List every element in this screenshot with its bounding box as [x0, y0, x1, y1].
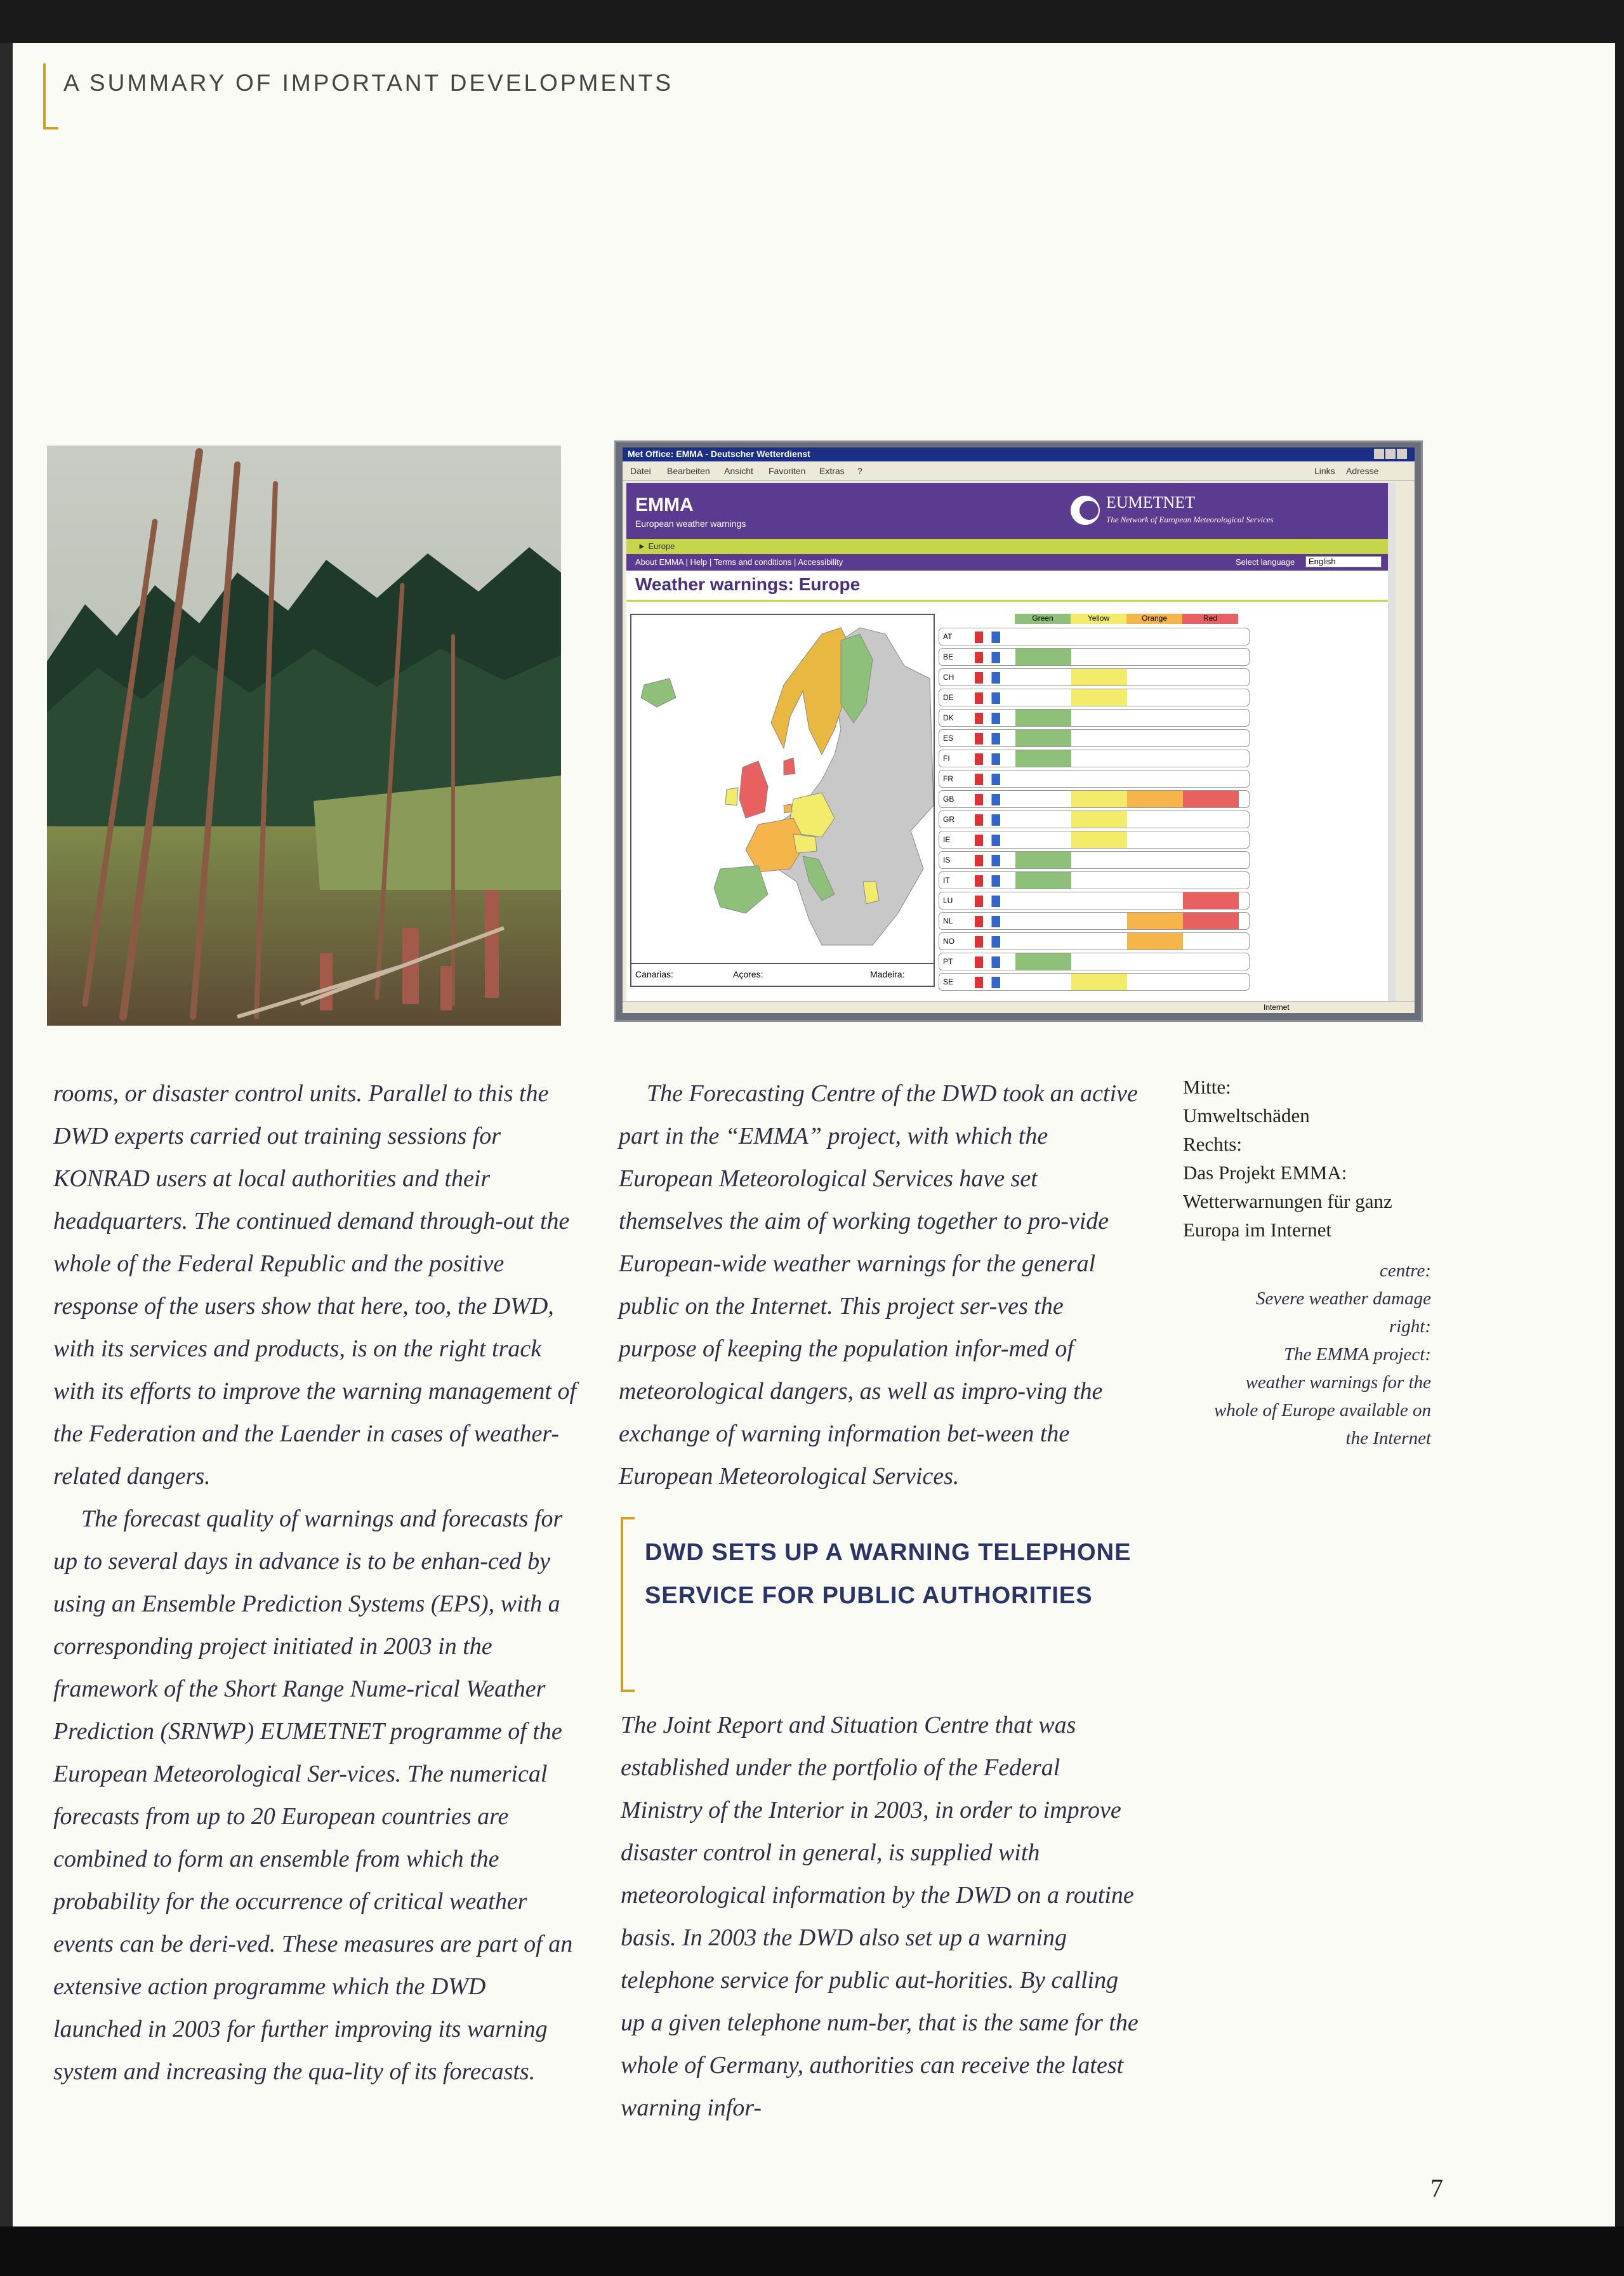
country-row[interactable] [939, 851, 1250, 869]
language-value: English [1309, 557, 1336, 566]
country-row[interactable] [939, 709, 1250, 727]
country-code: GB [943, 795, 954, 804]
paragraph: rooms, or disaster control units. Parallel to this the DWD experts carried out training sessions for KONRAD users at local authorities and their headquarters. The continued demand through-out the whole of the Federal Republic and the positive response of the users show that here, too, the DWD, with its services and products, is on the right track with its efforts to improve the warning management of the Federation and the Laender in cases of weather-related dangers. [53, 1080, 576, 1490]
menu-extras[interactable]: Extras [819, 466, 845, 476]
caption-german [1183, 1073, 1437, 1244]
warning-level-cell[interactable] [1015, 953, 1071, 970]
emma-subtitle: European weather warnings [635, 519, 746, 529]
caption-line: whole of Europe available on [1213, 1400, 1431, 1420]
emma-browser-screenshot [614, 440, 1423, 1022]
caption-line: The EMMA project: [1284, 1344, 1431, 1365]
paragraph: The Forecasting Centre of the DWD took an active part in the “EMMA” project, with which the European Meteorological Services have set themselves the aim of working together to pro-vide European-wide weather warnings for the general public on the Internet. This project ser-ves the purpose of keeping the population infor-med of meteorological dangers, as well as impro-ving the exchange of warning information bet-ween the European Meteorological Services. [619, 1080, 1138, 1490]
flag-icon [975, 936, 1000, 948]
menu-favoriten[interactable]: Favoriten [769, 466, 806, 476]
column-middle-lower [621, 1704, 1147, 2129]
country-row[interactable] [939, 932, 1250, 950]
breadcrumb[interactable]: ► Europe [638, 541, 675, 551]
menu-help[interactable]: ? [857, 466, 862, 476]
warning-level-cell[interactable] [1015, 852, 1071, 868]
country-row[interactable] [939, 668, 1250, 686]
country-row[interactable] [939, 770, 1250, 788]
caption-line: the Internet [1345, 1428, 1431, 1448]
header-bracket [43, 63, 58, 129]
close-icon[interactable] [1397, 449, 1407, 459]
flag-icon [975, 733, 1000, 744]
country-code: LU [943, 896, 953, 905]
links-label[interactable]: Links [1314, 466, 1335, 476]
level-green: Green [1015, 614, 1071, 624]
eumetnet-logo-icon [1071, 496, 1100, 525]
menu-bearbeiten[interactable]: Bearbeiten [667, 466, 710, 476]
country-row[interactable] [939, 953, 1250, 970]
emma-banner [626, 483, 1396, 539]
country-row[interactable] [939, 892, 1250, 910]
caption-line: weather warnings for the [1245, 1372, 1431, 1393]
warning-level-cell[interactable] [1071, 689, 1127, 706]
warning-level-cell[interactable] [1015, 710, 1071, 726]
country-row[interactable] [939, 689, 1250, 706]
paragraph: The Joint Report and Situation Centre that was established under the portfolio of the Federal Ministry of the Interior in 2003, in order to improve disaster control in general, is supplied with meteorological information by the DWD on a routine basis. In 2003 the DWD also set up a warning telephone service for public aut-horities. By calling up a given telephone num-ber, that is the same for the whole of Germany, authorities can receive the latest warning infor- [621, 1712, 1139, 2121]
warning-level-cell[interactable] [1127, 791, 1183, 807]
country-code: CH [943, 673, 954, 682]
country-code: ES [943, 734, 954, 743]
caption-line: Das Projekt EMMA: [1183, 1161, 1347, 1184]
country-row[interactable] [939, 790, 1250, 808]
warning-level-cell[interactable] [1071, 791, 1127, 807]
nav-bar [626, 554, 1396, 571]
level-red: Red [1182, 614, 1238, 624]
warning-level-cell[interactable] [1127, 913, 1183, 929]
flag-icon [975, 753, 1000, 765]
flag-icon [975, 835, 1000, 846]
flag-icon [975, 652, 1000, 663]
warning-level-cell[interactable] [1071, 669, 1127, 685]
country-code: IT [943, 876, 950, 885]
eumetnet-name: EUMETNET [1106, 493, 1196, 512]
country-code: IS [943, 856, 951, 864]
browser-viewport [626, 483, 1396, 1001]
eumetnet-subtitle: The Network of European Meteorological Services [1106, 515, 1274, 524]
country-code: GR [943, 815, 954, 824]
caption-line: Mitte: [1183, 1076, 1231, 1098]
maximize-icon[interactable] [1385, 449, 1396, 459]
flag-icon [975, 956, 1000, 968]
flag-icon [975, 977, 1000, 988]
heading-bracket [621, 1517, 635, 1692]
level-yellow: Yellow [1071, 614, 1126, 624]
country-code: NL [943, 916, 953, 925]
flag-icon [975, 916, 1000, 927]
warning-level-cell[interactable] [1015, 750, 1071, 767]
country-row[interactable] [939, 729, 1250, 747]
warning-level-cell[interactable] [1183, 913, 1239, 929]
warning-level-cell[interactable] [1183, 892, 1239, 909]
country-code: NO [943, 937, 954, 946]
inset-canarias: Canarias: [635, 969, 673, 979]
scrollbar[interactable] [1388, 483, 1396, 1001]
title-bar [623, 447, 1415, 461]
nav-links[interactable]: About EMMA | Help | Terms and conditions | Accessibility [635, 557, 843, 567]
country-row[interactable] [939, 973, 1250, 991]
country-code: PT [943, 957, 953, 966]
inset-madeira: Madeira: [870, 969, 905, 979]
flag-icon [975, 814, 1000, 826]
country-code: DE [943, 693, 954, 702]
spine-shadow [0, 43, 13, 2226]
section-title: A SUMMARY OF IMPORTANT DEVELOPMENTS [63, 70, 674, 96]
scan-border [0, 2226, 1624, 2276]
warning-level-cell[interactable] [1071, 974, 1127, 990]
warning-level-cell[interactable] [1015, 649, 1071, 665]
warning-level-cell[interactable] [1015, 730, 1071, 746]
menu-bar [623, 461, 1415, 481]
caption-line: Severe weather damage [1256, 1288, 1431, 1309]
flag-icon [975, 794, 1000, 805]
weather-warnings-heading: Weather warnings: Europe [635, 574, 861, 594]
country-code: FI [943, 754, 950, 763]
caption-line: centre: [1379, 1260, 1431, 1281]
window-title: Met Office: EMMA - Deutscher Wetterdienst [628, 449, 810, 459]
warning-level-cell[interactable] [1071, 831, 1127, 848]
flag-icon [975, 632, 1000, 643]
flag-icon [975, 672, 1000, 684]
country-row[interactable] [939, 831, 1250, 849]
address-label[interactable]: Adresse [1346, 466, 1379, 476]
minimize-icon[interactable] [1374, 449, 1384, 459]
europe-map-illustration [631, 615, 934, 964]
warning-level-cell[interactable] [1127, 933, 1183, 949]
breadcrumb-bar [626, 539, 1396, 554]
country-code: DK [943, 713, 954, 722]
country-row[interactable] [939, 750, 1250, 767]
status-zone: Internet [1264, 1003, 1290, 1012]
heading-rule [626, 600, 1396, 602]
emma-logo-text: EMMA [635, 494, 694, 515]
country-code: SE [943, 977, 954, 986]
warning-level-cell[interactable] [1071, 811, 1127, 828]
country-row[interactable] [939, 648, 1250, 666]
caption-line: Wetterwarnungen für ganz [1183, 1190, 1392, 1212]
browser-window [623, 447, 1415, 1012]
caption-english [1161, 1257, 1431, 1452]
country-row[interactable] [939, 912, 1250, 930]
flag-icon [975, 713, 1000, 724]
europe-map[interactable] [630, 614, 935, 987]
country-code: IE [943, 835, 951, 844]
country-row[interactable] [939, 810, 1250, 828]
section-heading: DWD SETS UP A WARNING TELEPHONE SERVICE FOR PUBLIC AUTHORITIES [645, 1539, 1132, 1609]
menu-datei[interactable]: Datei [630, 466, 651, 476]
country-row[interactable] [939, 871, 1250, 889]
caption-line: right: [1389, 1316, 1431, 1337]
country-row[interactable] [939, 628, 1250, 645]
forest-damage-photo [47, 446, 561, 1026]
column-left [53, 1073, 580, 2093]
flag-icon [975, 875, 1000, 887]
flag-icon [975, 774, 1000, 785]
warning-table [939, 614, 1251, 988]
flag-icon [975, 692, 1000, 704]
level-header-row [1015, 614, 1251, 624]
status-bar [623, 1001, 1415, 1013]
warning-level-cell[interactable] [1015, 872, 1071, 889]
level-orange: Orange [1126, 614, 1182, 624]
flag-icon [975, 855, 1000, 866]
country-code: AT [943, 632, 953, 641]
column-middle [619, 1073, 1145, 1498]
select-language-label: Select language [1236, 557, 1295, 567]
country-code: FR [943, 774, 953, 783]
island-insets [631, 963, 934, 986]
paragraph: The forecast quality of warnings and forecasts for up to several days in advance is to be enhan-ced by using an Ensemble Prediction Systems (EPS), with a corresponding project initiated in 2003 in the framework of the Short Range Nume-rical Weather Prediction (SRNWP) EUMETNET programme of the European Meteorological Ser-vices. The numerical forecasts from up to 20 European countries are combined to form an ensemble from which the probability for the occurrence of critical weather events can be deri-ved. These measures are part of an extensive action programme which the DWD launched in 2003 for further improving its warning system and increasing the qua-lity of its forecasts. [53, 1505, 573, 2085]
forest-damage-illustration [47, 446, 561, 1026]
menu-ansicht[interactable]: Ansicht [724, 466, 753, 476]
window-controls[interactable] [1373, 449, 1411, 459]
country-code: BE [943, 652, 954, 661]
caption-line: Europa im Internet [1183, 1219, 1332, 1241]
caption-line: Rechts: [1183, 1133, 1242, 1155]
flag-icon [975, 896, 1000, 907]
page-number: 7 [1430, 2174, 1443, 2202]
warning-level-cell[interactable] [1183, 791, 1239, 807]
caption-line: Umweltschäden [1183, 1104, 1310, 1127]
inset-acores: Açores: [733, 969, 763, 979]
language-select[interactable] [1305, 556, 1382, 567]
